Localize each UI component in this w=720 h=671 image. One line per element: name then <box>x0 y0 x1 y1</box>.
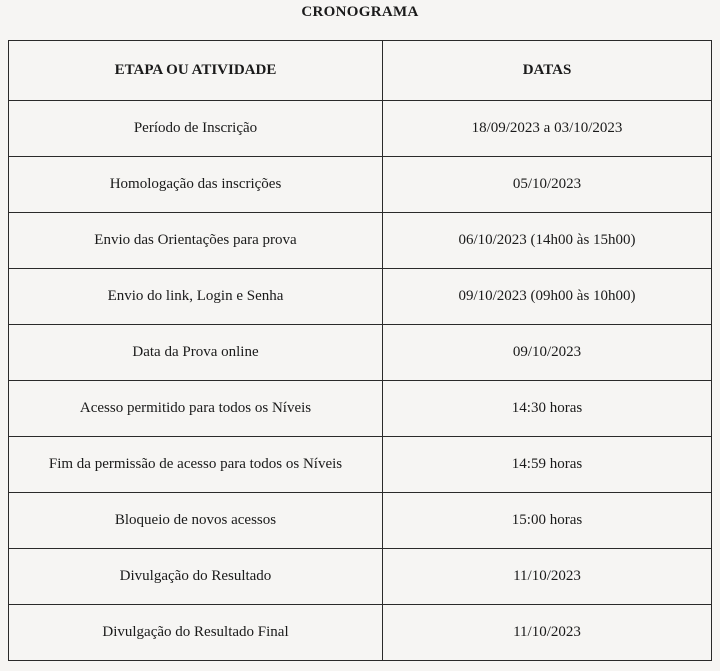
table-row <box>9 605 712 661</box>
activity-cell: Data da Prova online <box>9 325 383 381</box>
activity-cell: Envio do link, Login e Senha <box>9 269 383 325</box>
table-row <box>9 437 712 493</box>
date-cell: 14:59 horas <box>383 437 712 493</box>
table-row <box>9 325 712 381</box>
schedule-table <box>8 40 712 661</box>
date-cell: 05/10/2023 <box>383 157 712 213</box>
table-header-row <box>9 41 712 101</box>
date-cell: 09/10/2023 (09h00 às 10h00) <box>383 269 712 325</box>
table-row <box>9 157 712 213</box>
header-activity: ETAPA OU ATIVIDADE <box>9 41 383 101</box>
activity-cell: Acesso permitido para todos os Níveis <box>9 381 383 437</box>
table-row <box>9 493 712 549</box>
table-row <box>9 549 712 605</box>
date-cell: 18/09/2023 a 03/10/2023 <box>383 101 712 157</box>
activity-cell: Divulgação do Resultado <box>9 549 383 605</box>
date-cell: 09/10/2023 <box>383 325 712 381</box>
activity-cell: Fim da permissão de acesso para todos os Níveis <box>9 437 383 493</box>
date-cell: 11/10/2023 <box>383 605 712 661</box>
activity-cell: Envio das Orientações para prova <box>9 213 383 269</box>
table-row <box>9 381 712 437</box>
date-cell: 11/10/2023 <box>383 549 712 605</box>
page-title: CRONOGRAMA <box>301 4 419 20</box>
table-row <box>9 269 712 325</box>
table-row <box>9 101 712 157</box>
date-cell: 14:30 horas <box>383 381 712 437</box>
activity-cell: Bloqueio de novos acessos <box>9 493 383 549</box>
header-dates: DATAS <box>383 41 712 101</box>
activity-cell: Divulgação do Resultado Final <box>9 605 383 661</box>
table-row <box>9 213 712 269</box>
activity-cell: Período de Inscrição <box>9 101 383 157</box>
activity-cell: Homologação das inscrições <box>9 157 383 213</box>
date-cell: 06/10/2023 (14h00 às 15h00) <box>383 213 712 269</box>
date-cell: 15:00 horas <box>383 493 712 549</box>
